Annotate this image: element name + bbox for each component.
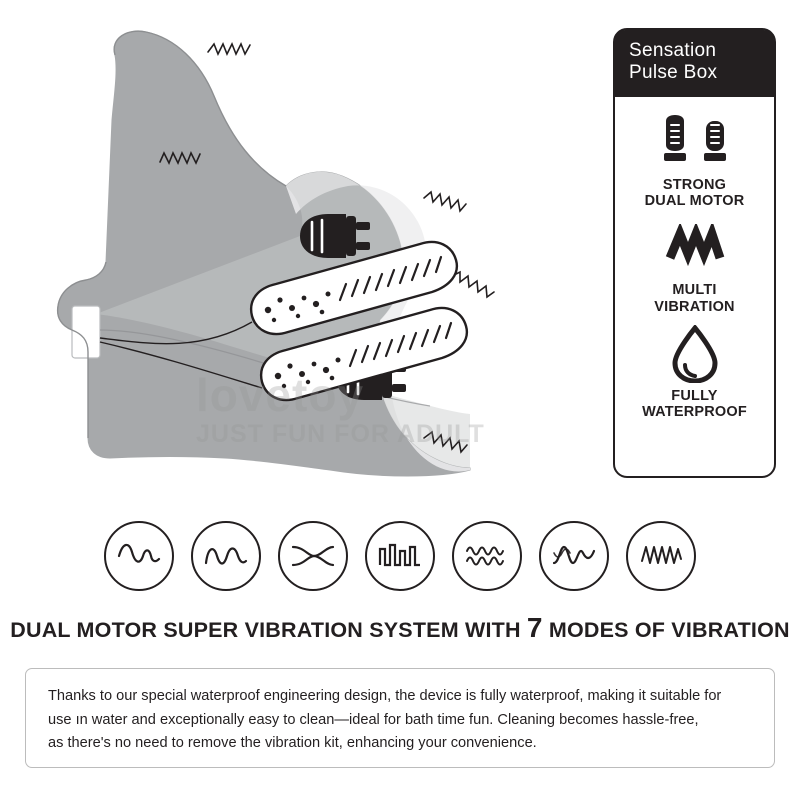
headline-mode-count: 7 [526, 612, 543, 643]
mode-wave-square-pulse[interactable] [365, 521, 435, 591]
mode-wave-rounded[interactable] [191, 521, 261, 591]
product-cutaway-drawing [0, 0, 600, 505]
feature-label-waterproof-line1: FULLY [671, 387, 718, 404]
feature-label-multi-vibration-line2: VIBRATION [654, 298, 735, 315]
page-title [0, 612, 800, 644]
feature-panel-title-line1: Sensation [629, 40, 717, 61]
multi-vibration-icon [615, 216, 774, 280]
watermark-sub-text: JUST FUN FOR ADULT [196, 420, 485, 448]
mode-wave-ripple[interactable] [452, 521, 522, 591]
feature-panel [613, 28, 776, 478]
feature-list [615, 97, 774, 421]
feature-label-dual-motor-line2: DUAL MOTOR [644, 193, 745, 210]
feature-item-waterproof [615, 322, 774, 421]
watermark-main-text: lovetoy [196, 369, 365, 421]
vibration-modes-row [0, 515, 800, 597]
mode-wave-crossing[interactable] [278, 521, 348, 591]
mode-wave-mixed[interactable] [539, 521, 609, 591]
feature-item-dual-motor [615, 111, 774, 210]
waterproof-droplet-icon [615, 322, 774, 386]
dual-motor-icon [615, 111, 774, 175]
mode-wave-dense-zigzag[interactable] [626, 521, 696, 591]
headline-prefix: DUAL MOTOR SUPER VIBRATION SYSTEM WITH [10, 618, 527, 642]
description-line-2: use ın water and exceptionally easy to clean—ideal for bath time fun. Cleaning becomes hassle-free, [48, 711, 699, 728]
feature-label-multi-vibration-line1: MULTI [672, 282, 717, 299]
feature-panel-header [615, 30, 774, 97]
feature-label-dual-motor-line1: STRONG [662, 176, 727, 193]
description-line-3: as there's no need to remove the vibration kit, enhancing your convenience. [48, 735, 537, 752]
product-illustration [0, 0, 600, 505]
mode-wave-smooth[interactable] [104, 521, 174, 591]
description-box [25, 668, 775, 768]
feature-panel-title-line2: Pulse Box [629, 62, 718, 84]
feature-item-multi-vibration [615, 216, 774, 315]
feature-label-waterproof-line2: WATERPROOF [642, 404, 747, 421]
description-line-1: Thanks to our special waterproof engineering design, the device is fully waterproof, making it suitable for [48, 688, 722, 704]
headline-suffix: MODES OF VIBRATION [542, 618, 790, 642]
